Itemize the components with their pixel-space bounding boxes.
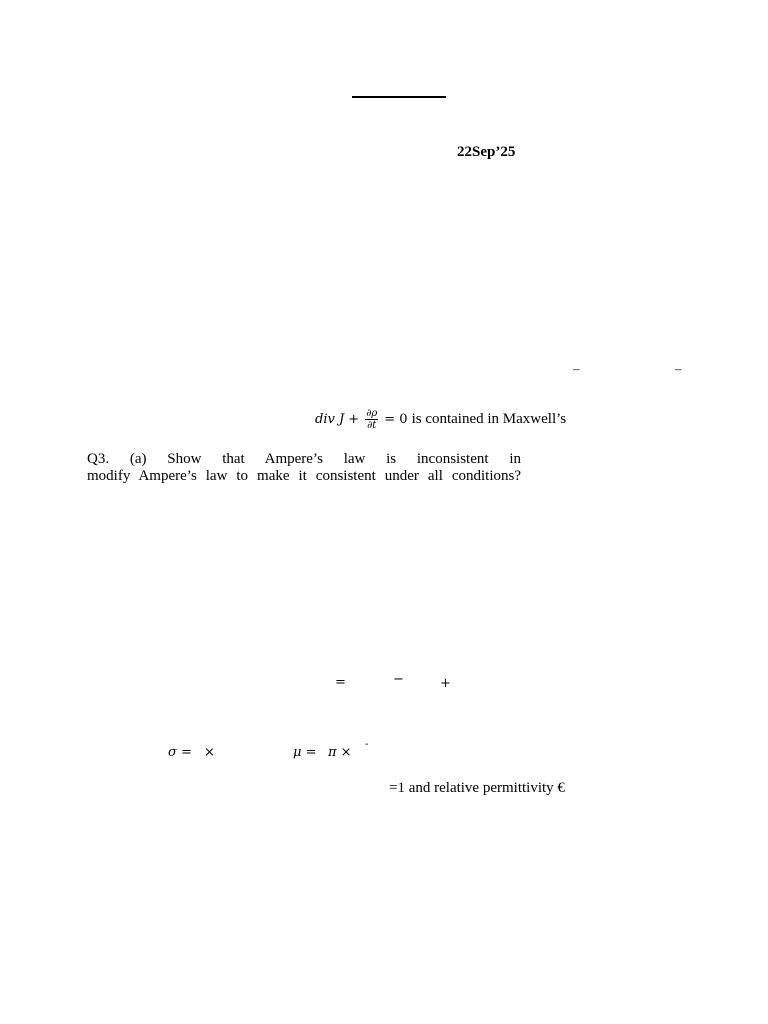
fraction-numerator: ∂ρ xyxy=(366,408,378,419)
continuity-lhs: div J + xyxy=(315,412,360,428)
continuity-rhs: = 0 xyxy=(384,412,408,428)
continuity-equation-line xyxy=(315,408,566,431)
dash-mark-right: – xyxy=(675,361,682,376)
permeability-symbol: μ = xyxy=(293,745,317,760)
equals-sign: = xyxy=(335,675,346,690)
times-sign: × xyxy=(204,745,215,760)
question-3-line-1: Q3. (a) Show that Ampere’s law is inconsistent in xyxy=(87,451,521,467)
exponent-dash: - xyxy=(365,739,369,750)
fraction-denominator: ∂t xyxy=(367,420,377,431)
minus-sign: − xyxy=(393,672,404,687)
pi-times: π × xyxy=(328,745,352,760)
plus-sign: + xyxy=(440,676,451,691)
conductivity-symbol: σ = xyxy=(168,745,192,760)
dash-mark-left: – xyxy=(573,361,580,376)
continuity-text: is contained in Maxwell’s xyxy=(411,411,567,428)
title-underline xyxy=(352,96,446,98)
exam-date: 22Sep’25 xyxy=(457,144,516,160)
partial-derivative-fraction xyxy=(365,408,378,431)
question-3-line-2: modify Ampere’s law to make it consistent under all conditions? xyxy=(87,468,521,484)
relative-permittivity-text: =1 and relative permittivity € xyxy=(389,780,565,796)
